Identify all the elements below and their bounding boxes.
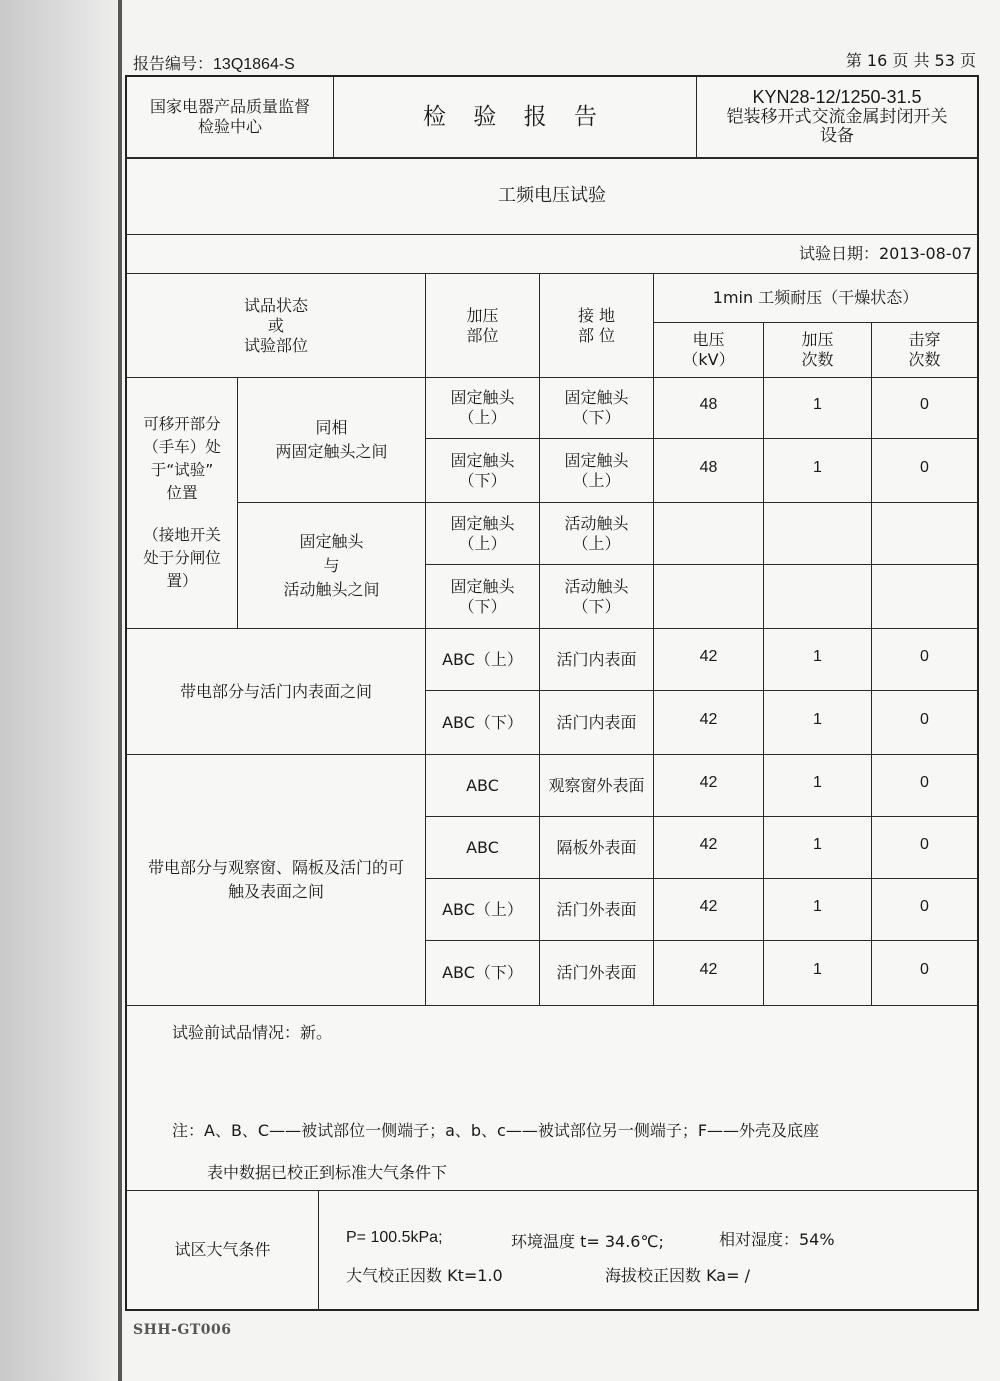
row-8-apply-cell (426, 817, 539, 878)
row-6-breakdown-cell: 0 (920, 710, 929, 728)
group1-outer-line3: 于“试验” (150, 461, 214, 480)
row-4-apply-line2: （下） (458, 596, 507, 616)
row-8-apply-line1: ABC (466, 837, 499, 857)
row-9-times-cell: 1 (813, 897, 822, 915)
row-10-apply-cell (426, 941, 539, 1005)
atmos-humidity: 相对湿度：54% (719, 1230, 835, 1249)
row-10-ground-cell (540, 941, 653, 1005)
row-7-apply-line1: ABC (466, 775, 499, 795)
row-2-times-cell: 1 (813, 458, 822, 476)
header-breakdown-times-line1: 击穿 (908, 330, 941, 349)
group1-sub2-label (238, 503, 425, 628)
pretest-condition: 试验前试品情况：新。 (172, 1023, 333, 1042)
row-4-voltage-cell (654, 565, 763, 628)
row-7-ground-cell (540, 755, 653, 816)
row-8-voltage-cell: 42 (699, 835, 718, 853)
atmos-kt: 大气校正因数 Kt=1.0 (346, 1266, 503, 1285)
row-6-voltage-cell: 42 (699, 710, 718, 728)
row-6-apply-cell (426, 691, 539, 754)
row-1-voltage-cell: 48 (699, 396, 718, 413)
section-title: 工频电压试验 (498, 184, 606, 206)
group1-outer-line2: （手车）处 (143, 437, 221, 456)
row-1-ground-line2: （下） (572, 408, 621, 427)
group1-sub2-line1: 固定触头 (299, 531, 364, 551)
row-2-voltage-cell: 48 (699, 458, 718, 476)
org-name (127, 77, 333, 157)
row-10-breakdown-cell: 0 (920, 961, 929, 978)
atmos-ka: 海拔校正因数 Ka= / (605, 1266, 750, 1285)
row-5-ground-cell (540, 629, 653, 690)
row-7-voltage-cell: 42 (699, 773, 718, 791)
row-3-voltage-cell (654, 503, 763, 564)
row-2-ground-line2: （上） (572, 470, 621, 490)
row-5-apply-cell (426, 629, 539, 690)
row-4-apply-line1: 固定触头 (450, 576, 515, 596)
header-test-state-line1: 试品状态 (243, 295, 308, 315)
binding-edge (118, 0, 122, 1381)
atmos-label: 试区大气条件 (174, 1240, 271, 1259)
atmos-pressure: P= 100.5kPa; (346, 1229, 443, 1246)
row-10-ground-line1: 活门外表面 (556, 963, 637, 982)
row-3-times-cell (764, 503, 871, 564)
row-7-breakdown-cell: 0 (920, 773, 929, 791)
section-title-border (125, 234, 979, 235)
header-ground-part-line2: 部 位 (577, 325, 616, 345)
header-apply-times (764, 323, 871, 377)
row-1-apply-cell (426, 378, 539, 438)
header-ground-part-line1: 接 地 (577, 305, 616, 325)
header-test-state-line3: 试验部位 (243, 335, 308, 355)
row-9-voltage-cell: 42 (699, 897, 718, 915)
row-4-times-cell (764, 565, 871, 628)
org-name-line2: 检验中心 (197, 117, 262, 136)
note-line2: 表中数据已校正到标准大气条件下 (207, 1163, 448, 1182)
header-apply-part-line1: 加压 (466, 305, 499, 325)
row-7-ground-line1: 观察窗外表面 (548, 775, 645, 795)
row-3-apply-cell (426, 503, 539, 564)
row-10-times-cell: 1 (813, 961, 822, 978)
document-title: 检 验 报 告 (423, 103, 607, 130)
header-apply-times-line1: 加压 (801, 330, 834, 349)
row-6-apply-line1: ABC（下） (442, 712, 523, 732)
row-5-times-cell: 1 (813, 647, 822, 665)
row-3-ground-cell (540, 503, 653, 564)
group2-label: 带电部分与活门内表面之间 (179, 681, 372, 701)
binding-shadow (0, 0, 120, 1381)
row-10-voltage-cell: 42 (699, 961, 718, 978)
header-voltage (654, 323, 763, 377)
report-number-label: 报告编号： (133, 54, 214, 73)
row-2-breakdown-cell: 0 (920, 458, 929, 476)
group3-label (127, 755, 425, 1005)
header-withstand-group: 1min 工频耐压（干燥状态） (712, 288, 919, 307)
table-bottom-border (125, 1005, 979, 1006)
row-2-ground-line1: 固定触头 (564, 450, 629, 470)
group1-sub1-label (238, 378, 425, 502)
row-3-apply-line2: （上） (458, 533, 507, 553)
report-number-value: 13Q1864-S (213, 56, 295, 73)
row-1-apply-line2: （上） (458, 408, 507, 427)
row-6-ground-cell (540, 691, 653, 754)
group1-outer-line4: 位置 (166, 484, 198, 503)
form-code: SHH-GT006 (133, 1322, 232, 1338)
row-2-apply-line2: （下） (458, 470, 507, 490)
note-line1: 注：A、B、C——被试部位一侧端子；a、b、c——被试部位另一侧端子；F——外壳及底座 (172, 1121, 820, 1140)
group1-outer-line7: 置） (166, 572, 198, 591)
row-5-breakdown-cell: 0 (920, 647, 929, 665)
row-4-ground-line2: （下） (572, 596, 621, 616)
row-5-ground-line1: 活门内表面 (556, 649, 637, 669)
report-number (133, 51, 295, 74)
group3-label-line1: 带电部分与观察窗、隔板及活门的可 (147, 858, 404, 877)
row-4-ground-cell (540, 565, 653, 628)
group1-sub1-line1: 同相 (315, 418, 348, 437)
row-4-apply-cell (426, 565, 539, 628)
row-3-ground-line2: （上） (572, 533, 621, 553)
row-3-breakdown-cell (872, 503, 977, 564)
row-7-times-cell: 1 (813, 773, 822, 791)
row-2-ground-cell (540, 439, 653, 502)
group1-outer-line1: 可移开部分 (143, 414, 221, 433)
header-breakdown-times (872, 323, 977, 377)
product-model: KYN28-12/1250-31.5 (752, 87, 922, 108)
row-1-times-cell: 1 (813, 396, 822, 413)
header-test-state-line2: 或 (267, 315, 284, 335)
row-8-ground-cell (540, 817, 653, 878)
row-2-apply-cell (426, 439, 539, 502)
product-desc-line2: 设备 (820, 126, 854, 147)
org-name-line1: 国家电器产品质量监督 (149, 97, 310, 116)
row-6-ground-line1: 活门内表面 (556, 712, 637, 732)
row-9-ground-line1: 活门外表面 (556, 899, 637, 919)
row-4-breakdown-cell (872, 565, 977, 628)
row-5-apply-line1: ABC（上） (442, 649, 523, 669)
row-9-ground-cell (540, 879, 653, 940)
header-apply-part (426, 274, 539, 377)
header-apply-times-line2: 次数 (801, 350, 834, 369)
row-6-times-cell: 1 (813, 710, 822, 728)
row-5-voltage-cell: 42 (699, 647, 718, 665)
row-1-ground-line1: 固定触头 (564, 388, 629, 407)
header-apply-part-line2: 部位 (466, 325, 499, 345)
group1-outer-line5: （接地开关 (143, 525, 221, 544)
header-voltage-line2: （kV） (682, 350, 735, 369)
row-3-ground-line1: 活动触头 (564, 513, 629, 533)
row-3-apply-line1: 固定触头 (450, 513, 515, 533)
group1-sub2-line2: 与 (323, 555, 340, 575)
header-voltage-line1: 电压 (692, 330, 725, 349)
row-10-apply-line1: ABC（下） (442, 963, 523, 982)
product-name (697, 77, 977, 157)
page-info: 第 16 页 共 53 页 (845, 51, 976, 70)
group1-sub2-line3: 活动触头之间 (283, 579, 380, 599)
row-9-apply-line1: ABC（上） (442, 899, 523, 919)
row-1-apply-line1: 固定触头 (450, 388, 515, 407)
group1-sub1-line2: 两固定触头之间 (275, 442, 388, 461)
atmos-divider (318, 1190, 319, 1311)
header-ground-part (540, 274, 653, 377)
row-4-ground-line1: 活动触头 (564, 576, 629, 596)
test-date: 试验日期：2013-08-07 (799, 244, 972, 263)
group1-outer-label (127, 378, 237, 628)
group3-label-line2: 触及表面之间 (227, 882, 324, 901)
product-desc-line1: 铠装移开式交流金属封闭开关 (726, 106, 948, 127)
row-8-times-cell: 1 (813, 835, 822, 853)
group1-outer-line6: 处于分闸位 (143, 548, 221, 567)
header-test-state (127, 274, 425, 377)
atmos-temperature: 环境温度 t= 34.6℃; (511, 1232, 664, 1251)
row-7-apply-cell (426, 755, 539, 816)
row-8-ground-line1: 隔板外表面 (556, 837, 637, 857)
header-breakdown-times-line2: 次数 (908, 350, 941, 369)
row-2-apply-line1: 固定触头 (450, 450, 515, 470)
row-9-apply-cell (426, 879, 539, 940)
row-9-breakdown-cell: 0 (920, 897, 929, 915)
row-8-breakdown-cell: 0 (920, 835, 929, 853)
row-1-ground-cell (540, 378, 653, 438)
row-1-breakdown-cell: 0 (920, 396, 929, 413)
